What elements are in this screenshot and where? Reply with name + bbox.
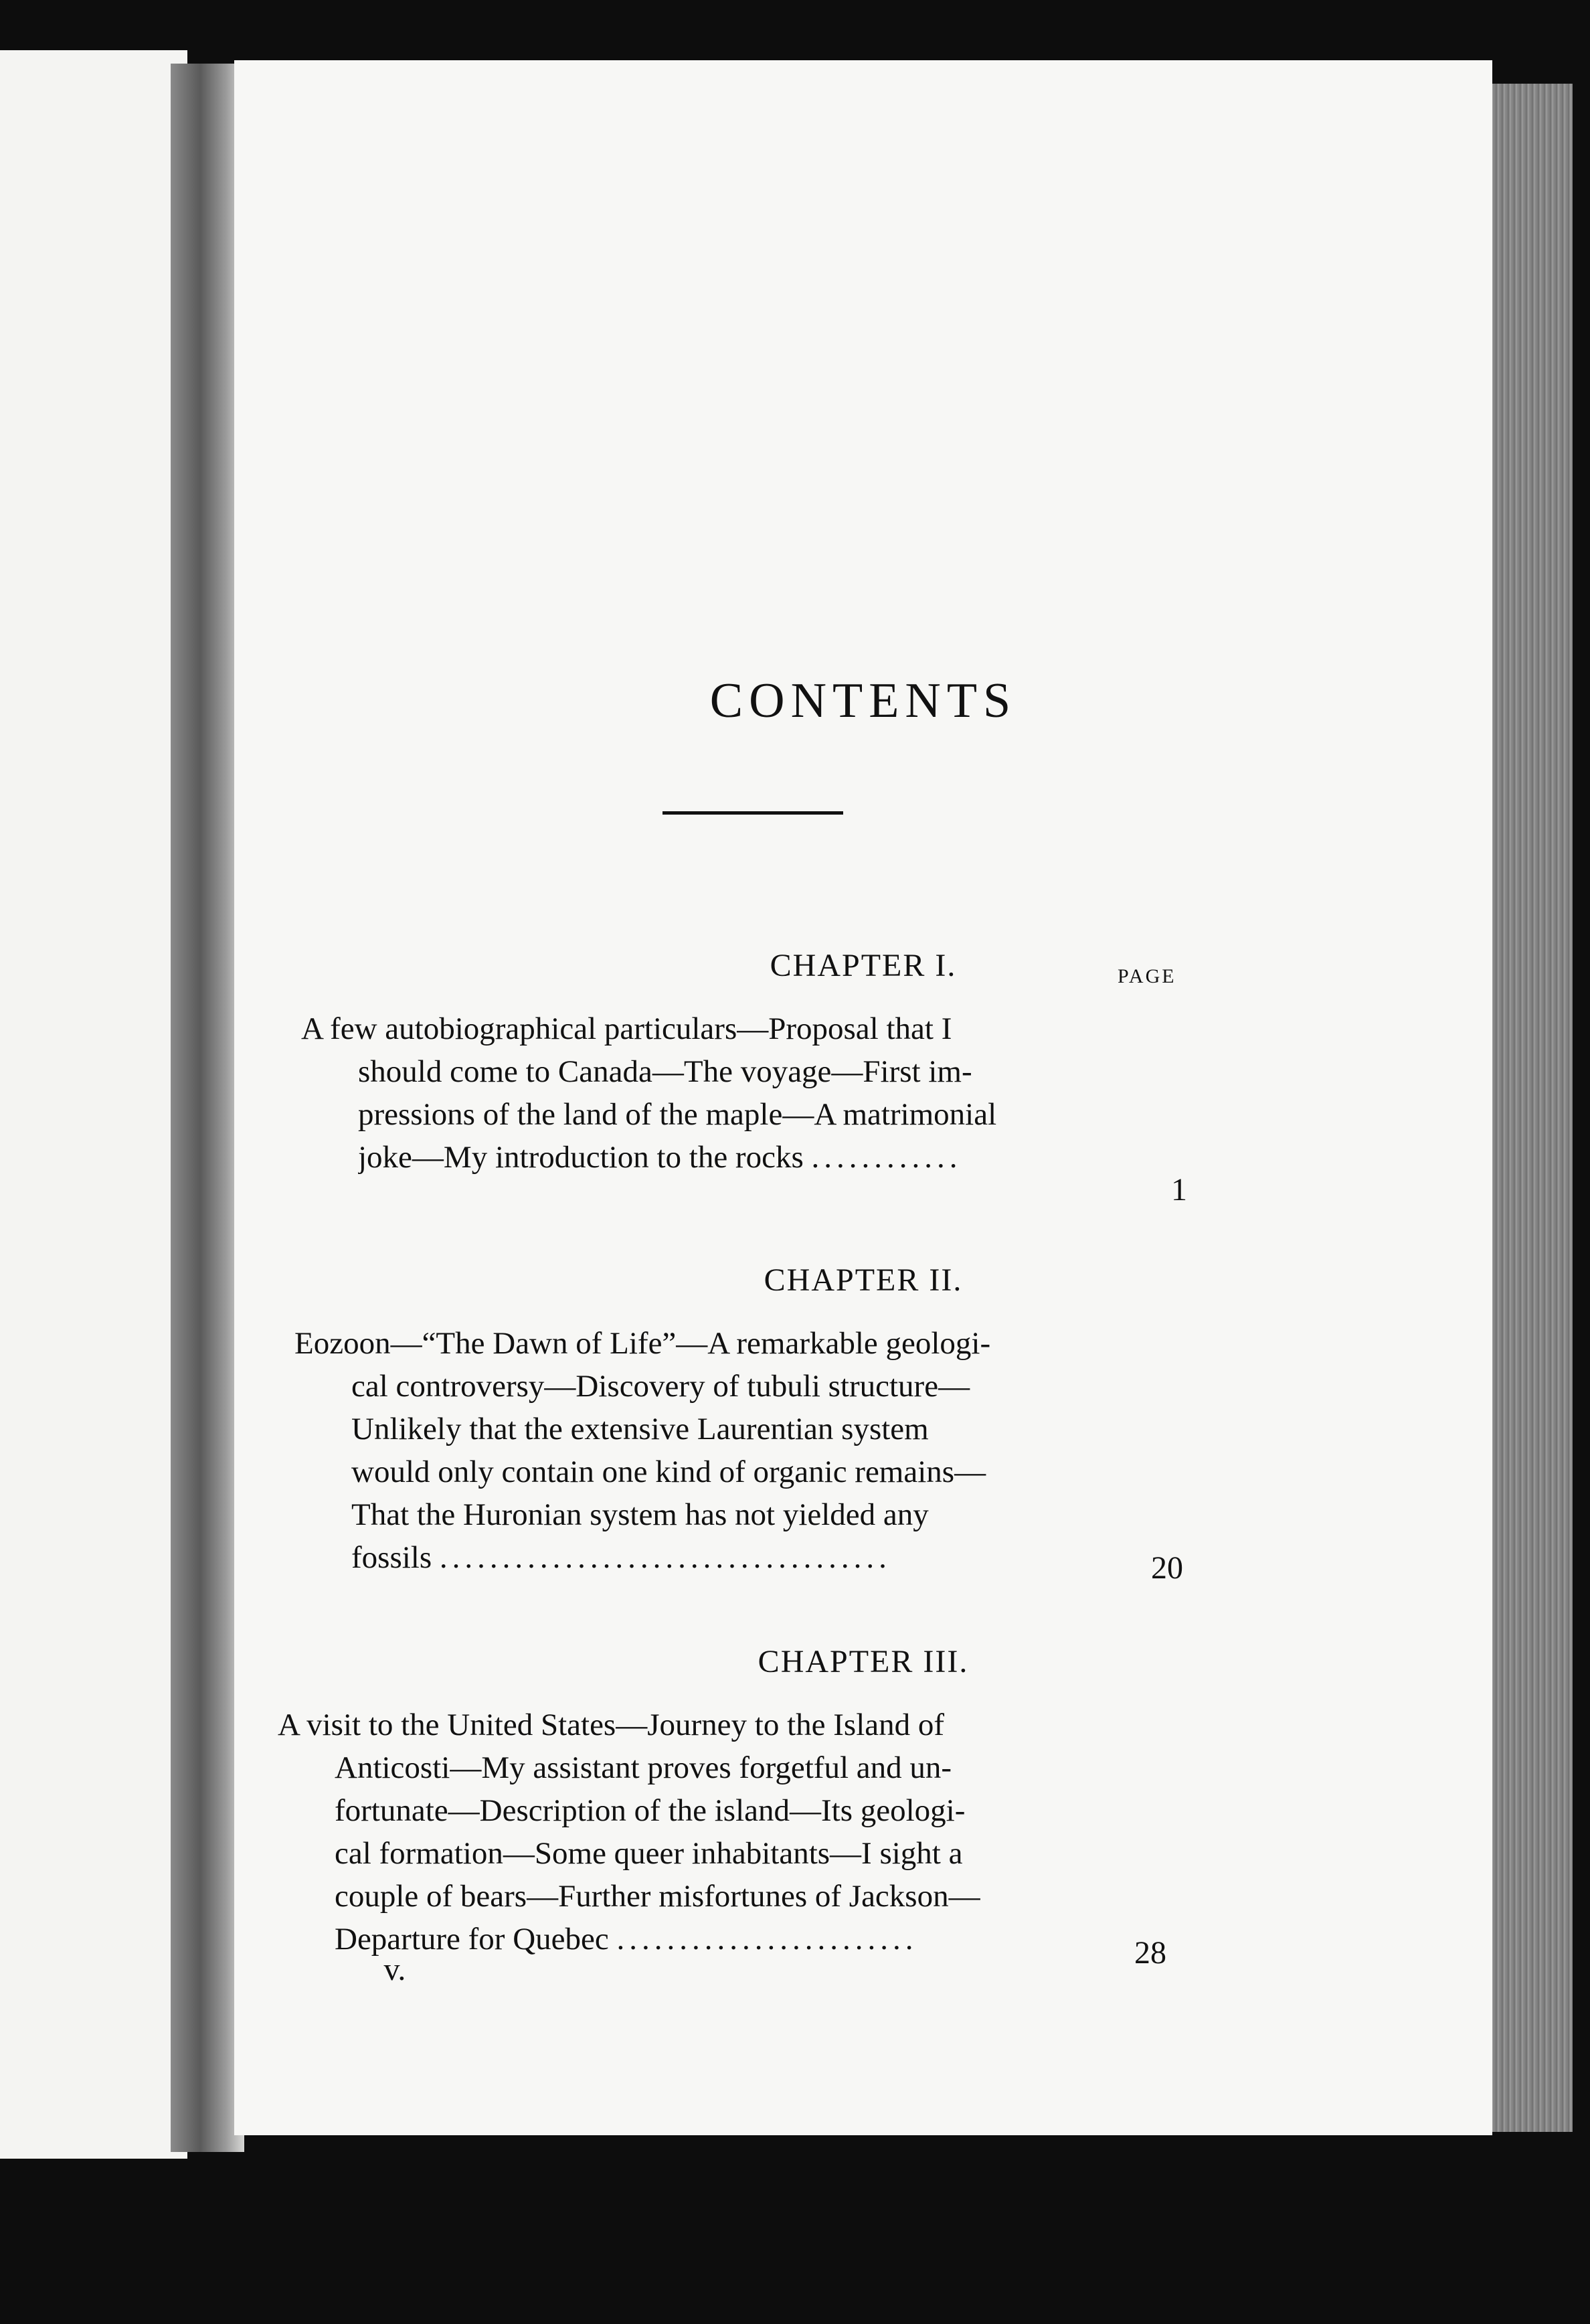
summary-line-last xyxy=(358,1136,1091,1179)
page-title: CONTENTS xyxy=(709,673,1017,728)
chapter-1-page-number: 1 xyxy=(1171,1172,1187,1208)
summary-line: That the Huronian system has not yielded any xyxy=(351,1497,929,1532)
contents-page xyxy=(234,60,1492,2135)
summary-line: A visit to the United States—Journey to the Island of xyxy=(278,1708,945,1742)
summary-text: Departure for Quebec xyxy=(335,1922,609,1957)
summary-text: joke—My introduction to the rocks xyxy=(358,1140,804,1175)
chapter-2-page-number: 20 xyxy=(1151,1550,1183,1586)
summary-line: fortunate—Description of the island—Its geologi- xyxy=(335,1793,966,1828)
facing-page-edge xyxy=(0,50,187,2159)
book-page-edges xyxy=(1482,84,1573,2132)
summary-line: should come to Canada—The voyage—First im- xyxy=(358,1054,972,1089)
summary-line-last xyxy=(351,1536,1084,1579)
summary-line: Anticosti—My assistant proves forgetful and un- xyxy=(335,1750,952,1785)
dot-leader: ............ xyxy=(811,1140,962,1175)
chapter-3-heading: CHAPTER III. xyxy=(758,1644,969,1679)
summary-line: couple of bears—Further misfortunes of Jackson— xyxy=(335,1879,980,1914)
chapter-2-heading: CHAPTER II. xyxy=(764,1262,963,1298)
dot-leader: ........................ xyxy=(616,1922,918,1957)
chapter-1-heading: CHAPTER I. xyxy=(770,948,957,983)
page-column-label: PAGE xyxy=(1118,965,1176,987)
page-folio: v. xyxy=(383,1952,406,1987)
chapter-3-page-number: 28 xyxy=(1134,1935,1166,1971)
summary-line: A few autobiographical particulars—Proposal that I xyxy=(301,1011,952,1046)
summary-line: Unlikely that the extensive Laurentian system xyxy=(351,1412,929,1446)
summary-line: would only contain one kind of organic remains— xyxy=(351,1455,986,1489)
chapter-3-summary xyxy=(278,1704,1067,1961)
summary-line: cal controversy—Discovery of tubuli structure— xyxy=(351,1369,970,1404)
summary-line: pressions of the land of the maple—A matrimonial xyxy=(358,1097,997,1132)
dot-leader: .................................... xyxy=(439,1540,891,1575)
book-gutter xyxy=(171,64,244,2152)
summary-text: fossils xyxy=(351,1540,432,1575)
chapter-2-summary xyxy=(294,1322,1084,1579)
title-rule xyxy=(662,811,843,815)
chapter-1-summary xyxy=(301,1007,1091,1179)
summary-line: Eozoon—“The Dawn of Life”—A remarkable geologi- xyxy=(294,1326,991,1361)
summary-line: cal formation—Some queer inhabitants—I sight a xyxy=(335,1836,963,1871)
